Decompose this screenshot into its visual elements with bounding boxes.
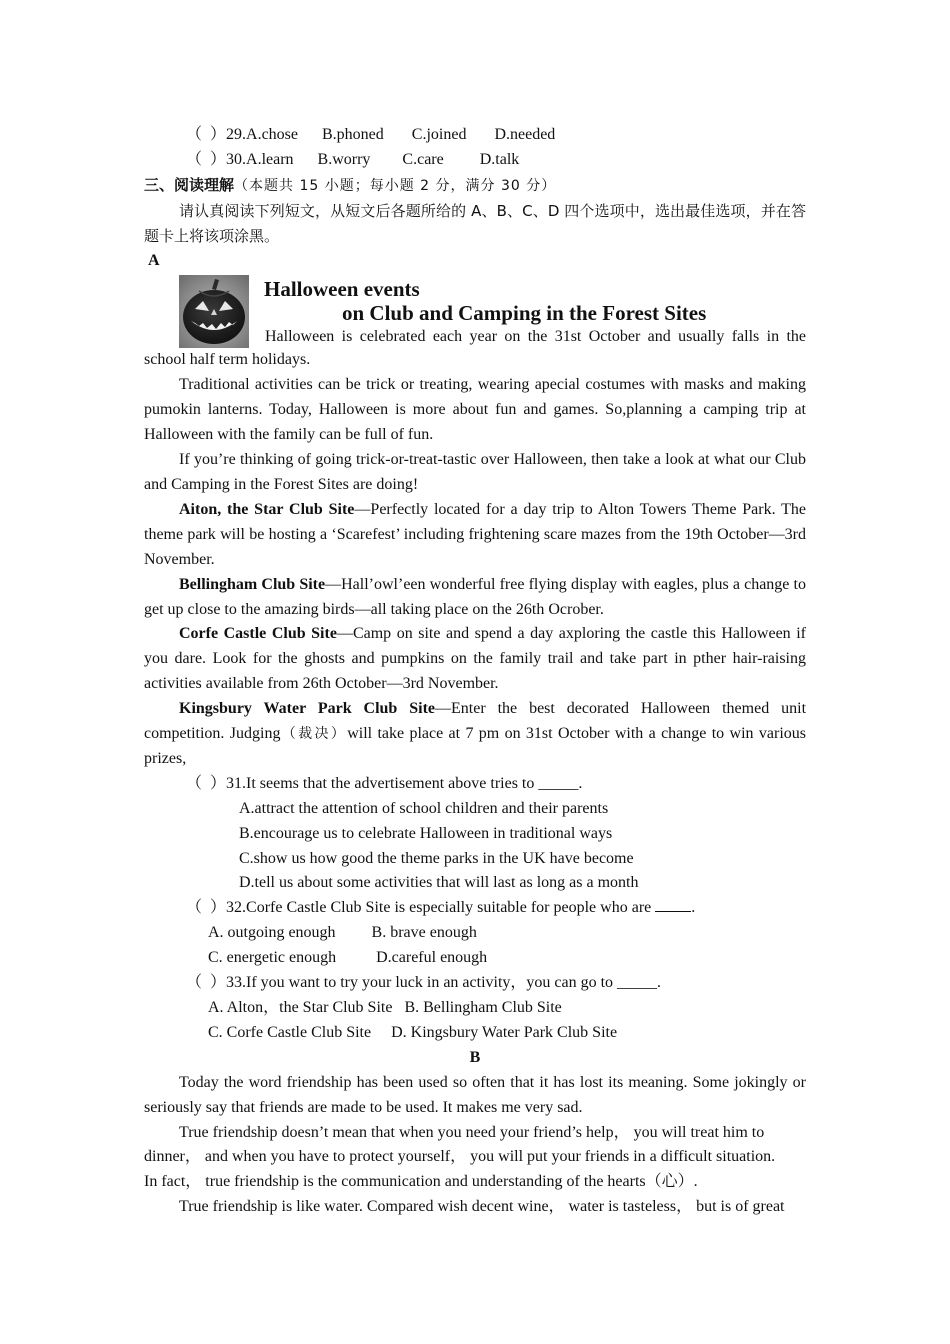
exam-page (144, 123, 806, 1220)
passage-a-p1-rest: school half term holidays. (144, 351, 311, 369)
passage-a-p3: If you’re thinking of going trick-or-treat-tastic over Halloween, then take a look at what our Club and Camping in the Forest Sites are doing! (144, 451, 806, 493)
passage-a-p1-first-line: Halloween is celebrated each year on the 31st October and usually falls in the (265, 328, 806, 346)
passage-b-p3: True friendship is like water. Compared wish decent wine， water is tasteless， but is of great (179, 1198, 785, 1216)
passage-a-title-line1: Halloween events (264, 277, 420, 302)
passage-a-p5: Bellingham Club Site—Hall’owl’een wonderful free flying display with eagles, plus a change to get up close to the amazing birds—all taking place on the 26th Ocrober. (144, 575, 806, 618)
passage-a-header (144, 273, 806, 348)
question-32: （ ）32.Corfe Castle Club Site is especially suitable for people who are . (186, 899, 696, 917)
passage-b-p2-line3: In fact， true friendship is the communication and understanding of the hearts（心）. (144, 1173, 698, 1191)
question-31-option-d: D.tell us about some activities that will last as long as a month (239, 874, 639, 892)
site-name: Kingsbury Water Park Club Site (179, 700, 436, 718)
passage-b-p2-line1: True friendship doesn’t mean that when you need your friend’s help， you will treat him to (179, 1123, 765, 1141)
jack-o-lantern-icon (179, 275, 249, 348)
question-30-options: 30.A.learn B.worry C.care D.talk (226, 150, 520, 168)
passage-a-label: A (148, 251, 160, 269)
site-name: Bellingham Club Site (179, 575, 326, 593)
passage-b-p1: Today the word friendship has been used so often that it has lost its meaning. Some jokingly or seriously say that friends are made to be used. It makes me very sad. (144, 1073, 806, 1116)
question-31-stem: 31.It seems that the advertisement above tries to _____. (226, 774, 583, 792)
section-note: （本题共 15 小题；每小题 2 分，满分 30 分） (234, 177, 557, 194)
passage-a-p4: Aiton, the Star Club Site—Perfectly located for a day trip to Alton Towers Theme Park. The theme park will be hosting a ‘Scarefest’ including frightening scare mazes from the 19th October—3rd November. (144, 500, 807, 568)
passage-a-p2: Traditional activities can be trick or treating, wearing apecial costumes with masks and making pumokin lanterns. Today, Halloween is more about fun and games. So,planning a camping trip at Halloween with the family can be full of fun. (144, 376, 806, 444)
answer-paren: （ ） (186, 899, 227, 917)
passage-a-p6: Corfe Castle Club Site—Camp on site and spend a day axploring the castle this Halloween if you dare. Look for the ghosts and pumpkins on the family trail and take part in pther hair-raising activities available from 26th October—3rd November. (144, 625, 806, 693)
passage-b-label: B (469, 1048, 481, 1066)
passage-a-p7: Kingsbury Water Park Club Site—Enter the best decorated Halloween themed unit competition. Judging（裁决）will take place at 7 pm on 31st October with a change to win various prizes, (144, 700, 807, 767)
site-name: Aiton, the Star Club Site (179, 500, 355, 518)
answer-paren: （ ） (186, 974, 227, 992)
question-33-stem: 33.If you want to try your luck in an activity，you can go to _____. (226, 974, 662, 992)
answer-blank (655, 897, 691, 912)
answer-paren: （ ） (186, 150, 227, 168)
question-31-option-c: C.show us how good the theme parks in the UK have become (239, 849, 634, 867)
question-29 (144, 123, 806, 148)
answer-paren: （ ） (186, 774, 227, 792)
section-title: 三、阅读理解 (144, 175, 235, 194)
question-33-options-row2: C. Corfe Castle Club Site D. Kingsbury Water Park Club Site (208, 1023, 618, 1041)
question-32-stem: 32.Corfe Castle Club Site is especially suitable for people who are (226, 899, 652, 917)
question-32-options-row2: C. energetic enough D.careful enough (208, 949, 488, 967)
section-3-heading (144, 173, 806, 199)
question-30 (144, 148, 806, 173)
question-29-options: 29.A.chose B.phoned C.joined D.needed (226, 126, 556, 143)
question-33-options-row1: A. Alton，the Star Club Site B. Bellingham Club Site (208, 999, 562, 1016)
answer-paren: （ ） (186, 126, 227, 143)
question-33 (144, 971, 806, 996)
site-name: Corfe Castle Club Site (179, 625, 337, 643)
question-31-option-b: B.encourage us to celebrate Halloween in traditional ways (239, 824, 613, 842)
question-31 (144, 772, 806, 797)
passage-b-p2-line2: dinner， and when you have to protect yourself， you will put your friends in a difficult situation. (144, 1148, 776, 1166)
passage-a-title-line2: on Club and Camping in the Forest Sites (342, 301, 707, 326)
section-instruction: 请认真阅读下列短文，从短文后各题所给的 A、B、C、D 四个选项中，选出最佳选项，并在答题卡上将该项涂黑。 (144, 201, 806, 245)
question-32-options-row1: A. outgoing enough B. brave enough (208, 924, 477, 942)
question-31-option-a: A.attract the attention of school children and their parents (239, 799, 609, 817)
